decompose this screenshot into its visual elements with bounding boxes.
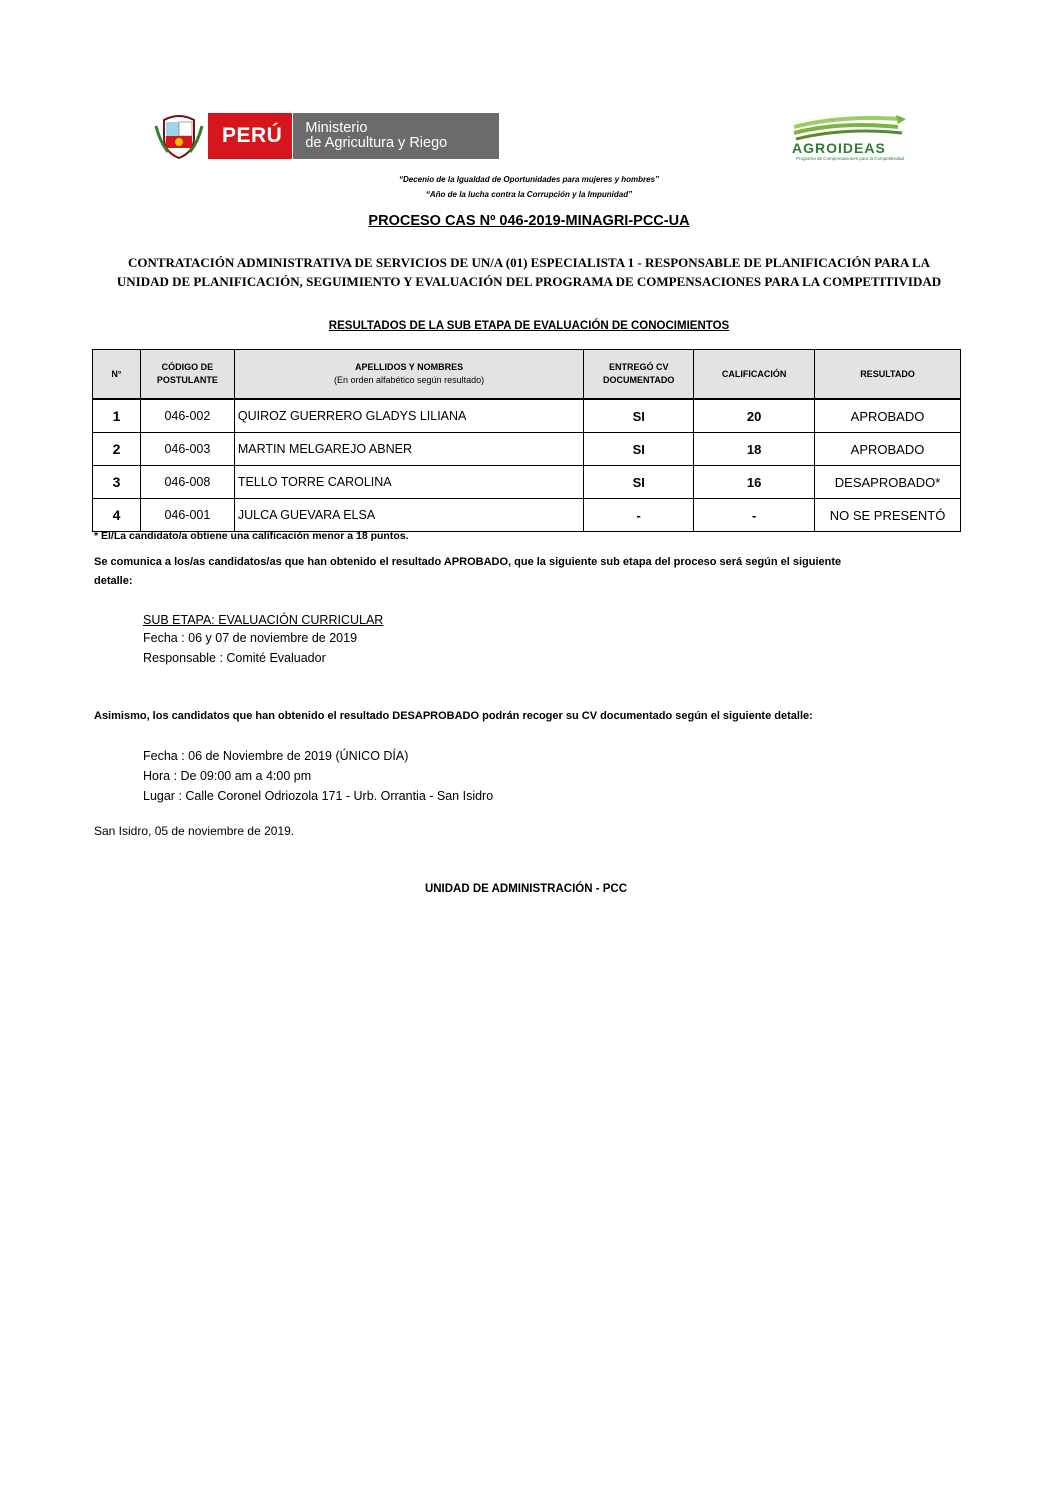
- table-row: [93, 433, 961, 466]
- row-grade: -: [694, 499, 815, 532]
- row-grade: 16: [694, 466, 815, 499]
- contract-line-1: CONTRATACIÓN ADMINISTRATIVA DE SERVICIOS DE UN/A (01) ESPECIALISTA 1 - RESPONSABLE DE PLANIFICACIÓN PARA LA: [127, 255, 931, 270]
- year-motto: “Año de la lucha contra la Corrupción y la Impunidad”: [425, 190, 633, 199]
- contract-description: [96, 253, 962, 291]
- row-name: MARTIN MELGAREJO ABNER: [234, 433, 583, 466]
- communication-line-2: detalle:: [94, 575, 133, 587]
- row-result: APROBADO: [815, 399, 961, 433]
- row-number: 4: [93, 499, 141, 532]
- row-code: 046-001: [140, 499, 234, 532]
- row-result: NO SE PRESENTÓ: [815, 499, 961, 532]
- ministry-logo: [154, 112, 499, 160]
- row-name: JULCA GUEVARA ELSA: [234, 499, 583, 532]
- table-row: [93, 399, 961, 433]
- ministry-line-1: Ministerio: [305, 120, 368, 136]
- row-number: 3: [93, 466, 141, 499]
- signature-unit: UNIDAD DE ADMINISTRACIÓN - PCC: [424, 883, 628, 895]
- pickup-place: Lugar : Calle Coronel Odriozola 171 - Urb. Orrantia - San Isidro: [143, 789, 494, 803]
- agroideas-arrows-icon: [790, 113, 910, 141]
- peru-label: PERÚ: [208, 113, 292, 159]
- header-cv: [584, 350, 694, 400]
- header-code-line-1: CÓDIGO DE: [161, 362, 214, 372]
- row-code: 046-002: [140, 399, 234, 433]
- row-code: 046-008: [140, 466, 234, 499]
- agroideas-logo: [790, 113, 910, 161]
- header-result: RESULTADO: [815, 350, 961, 400]
- row-grade: 20: [694, 399, 815, 433]
- header-name-line-1: APELLIDOS Y NOMBRES: [354, 362, 464, 372]
- table-row: [93, 466, 961, 499]
- ministry-line-2: de Agricultura y Riego: [305, 135, 448, 151]
- contract-line-2: UNIDAD DE PLANIFICACIÓN, SEGUIMIENTO Y EVALUACIÓN DEL PROGRAMA DE COMPENSACIONES PARA LA COMPETITIVIDAD: [116, 274, 942, 289]
- next-stage-date: Fecha : 06 y 07 de noviembre de 2019: [143, 631, 358, 645]
- agroideas-name: AGROIDEAS: [792, 140, 886, 156]
- results-title: RESULTADOS DE LA SUB ETAPA DE EVALUACIÓN DE CONOCIMIENTOS: [328, 320, 730, 332]
- row-number: 1: [93, 399, 141, 433]
- process-title: PROCESO CAS Nº 046-2019-MINAGRI-PCC-UA: [368, 213, 690, 229]
- table-header-row: [93, 350, 961, 400]
- row-name: TELLO TORRE CAROLINA: [234, 466, 583, 499]
- header-grade: CALIFICACIÓN: [694, 350, 815, 400]
- row-code: 046-003: [140, 433, 234, 466]
- row-cv: SI: [584, 399, 694, 433]
- peru-coat-of-arms-icon: [154, 112, 204, 160]
- header-cv-line-2: DOCUMENTADO: [603, 375, 675, 385]
- disapproved-notice: Asimismo, los candidatos que han obtenido el resultado DESAPROBADO podrán recoger su CV documentado según el siguiente detalle:: [94, 710, 813, 722]
- agroideas-tagline: Programa de Compensaciones para la Competitividad: [796, 156, 905, 161]
- header-name: [234, 350, 583, 400]
- row-result: DESAPROBADO*: [815, 466, 961, 499]
- row-grade: 18: [694, 433, 815, 466]
- grade-note: * El/La candidato/a obtiene una calificación menor a 18 puntos.: [94, 530, 409, 542]
- pickup-hour: Hora : De 09:00 am a 4:00 pm: [143, 769, 312, 783]
- header-code-line-2: POSTULANTE: [156, 375, 218, 385]
- next-stage-responsible: Responsable : Comité Evaluador: [143, 651, 326, 665]
- next-stage-title: SUB ETAPA: EVALUACIÓN CURRICULAR: [143, 613, 384, 627]
- header-code: [140, 350, 234, 400]
- row-number: 2: [93, 433, 141, 466]
- row-cv: -: [584, 499, 694, 532]
- header-number: N°: [93, 350, 141, 400]
- ministry-label: [292, 113, 499, 159]
- decade-motto: “Decenio de la Igualdad de Oportunidades para mujeres y hombres”: [398, 175, 660, 184]
- header-cv-line-1: ENTREGÓ CV: [608, 362, 669, 372]
- row-cv: SI: [584, 466, 694, 499]
- row-name: QUIROZ GUERRERO GLADYS LILIANA: [234, 399, 583, 433]
- place-date: San Isidro, 05 de noviembre de 2019.: [94, 824, 295, 838]
- row-result: APROBADO: [815, 433, 961, 466]
- communication-paragraph: [94, 553, 964, 591]
- results-table: [92, 349, 961, 532]
- row-cv: SI: [584, 433, 694, 466]
- header-name-line-2: (En orden alfabético según resultado): [334, 375, 485, 385]
- communication-line-1: Se comunica a los/as candidatos/as que han obtenido el resultado APROBADO, que la siguiente sub etapa del proceso será según el siguiente: [94, 556, 842, 568]
- pickup-date: Fecha : 06 de Noviembre de 2019 (ÚNICO DÍA): [143, 749, 409, 763]
- table-row: [93, 499, 961, 532]
